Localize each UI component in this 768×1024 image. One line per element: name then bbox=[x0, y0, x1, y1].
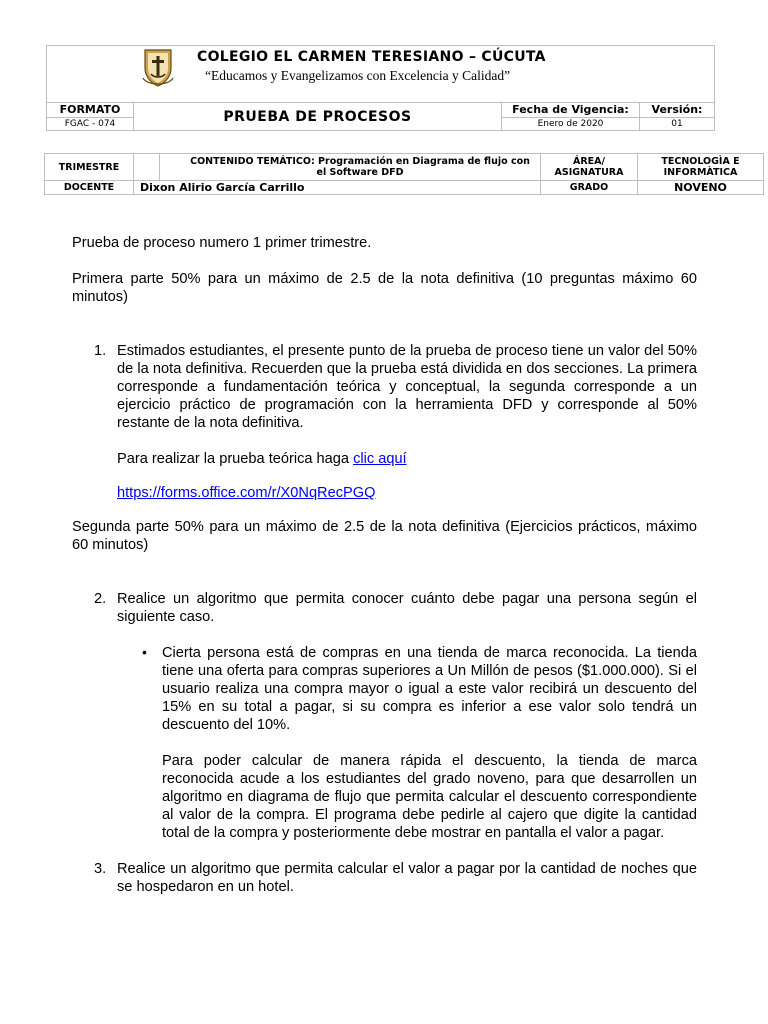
contenido-tematico: CONTENIDO TEMÁTICO: Programación en Diagrama de flujo con el Software DFD bbox=[160, 154, 541, 181]
question-3-number: 3. bbox=[94, 861, 107, 877]
theory-test-prefix: Para realizar la prueba teórica haga bbox=[117, 451, 354, 467]
bullet-paragraph-2: Para poder calcular de manera rápida el descuento, la tienda de marca reconocida acude a los estudiantes del grado noveno, para que desarrollen un algoritmo en diagrama de flujo que permita calcular el descuento correspondiente al valor de la compra. El programa debe pedirle al cajero que digite la cantidad total de la compra y posteriormente debe mostrar en pantalla el valor a pagar. bbox=[162, 753, 697, 841]
formato-label: FORMATO bbox=[47, 103, 134, 118]
document-title: PRUEBA DE PROCESOS bbox=[134, 103, 502, 131]
part1-text: Primera parte 50% para un máximo de 2.5 de la nota definitiva (10 preguntas máximo 60 minutos) bbox=[72, 271, 697, 305]
school-crest-icon bbox=[141, 48, 175, 88]
question-2-number: 2. bbox=[94, 591, 107, 607]
clic-aqui-link[interactable]: clic aquí bbox=[353, 451, 407, 467]
area-value: TECNOLOGÌA E INFORMÀTICA bbox=[638, 154, 764, 181]
header-table bbox=[46, 45, 715, 131]
fecha-vigencia-label: Fecha de Vigencia: bbox=[502, 103, 640, 118]
bullet-item bbox=[72, 644, 697, 842]
school-name: COLEGIO EL CARMEN TERESIANO – CÚCUTA bbox=[197, 49, 546, 65]
docente-label: DOCENTE bbox=[45, 181, 134, 195]
question-3 bbox=[72, 860, 697, 896]
docente-value: Dixon Alirio García Carrillo bbox=[134, 181, 541, 195]
formato-value: FGAC - 074 bbox=[47, 118, 134, 131]
bullet-text: Cierta persona está de compras en una tienda de marca reconocida. La tienda tiene una oferta para compras superiores a Un Millón de pesos ($1.000.000). Si el usuario realiza una compra mayor o igual a este valor recibirá un descuento del 15% en su total a pagar, si su compra es inferior a ese valor solo tendrá un descuento del 10%. bbox=[162, 645, 697, 733]
bullet-icon: • bbox=[142, 644, 147, 660]
trimestre-label: TRIMESTRE bbox=[45, 154, 134, 181]
school-motto: “Educamos y Evangelizamos con Excelencia y Calidad” bbox=[205, 68, 511, 83]
question-1-text: Estimados estudiantes, el presente punto de la prueba de proceso tiene un valor del 50% de la nota definitiva. Recuerden que la prueba está dividida en dos secciones. La primera corresponde a fundamentación teórica y conceptual, la segunda corresponde a un ejercicio práctico de programación con la herramienta DFD y corresponde al 50% restante de la nota definitiva. bbox=[117, 343, 697, 431]
document-body bbox=[72, 228, 697, 896]
version-value: 01 bbox=[640, 118, 715, 131]
intro-text: Prueba de proceso numero 1 primer trimestre. bbox=[72, 235, 372, 251]
area-label: ÁREA/ ASIGNATURA bbox=[541, 154, 638, 181]
forms-url-link[interactable]: https://forms.office.com/r/X0NqRecPGQ bbox=[117, 485, 376, 501]
theory-test-line bbox=[117, 450, 697, 468]
info-table bbox=[44, 153, 764, 195]
fecha-vigencia-value: Enero de 2020 bbox=[502, 118, 640, 131]
grado-value: NOVENO bbox=[638, 181, 764, 195]
version-label: Versión: bbox=[640, 103, 715, 118]
grado-label: GRADO bbox=[541, 181, 638, 195]
trimestre-value bbox=[134, 154, 160, 181]
question-1 bbox=[72, 342, 697, 502]
question-1-number: 1. bbox=[94, 343, 107, 359]
part2-text: Segunda parte 50% para un máximo de 2.5 de la nota definitiva (Ejercicios prácticos, máximo 60 minutos) bbox=[72, 519, 697, 553]
school-banner bbox=[47, 46, 715, 103]
question-2 bbox=[72, 590, 697, 626]
question-3-text: Realice un algoritmo que permita calcular el valor a pagar por la cantidad de noches que se hospedaron en un hotel. bbox=[117, 861, 697, 895]
question-2-text: Realice un algoritmo que permita conocer cuánto debe pagar una persona según el siguiente caso. bbox=[117, 591, 697, 625]
